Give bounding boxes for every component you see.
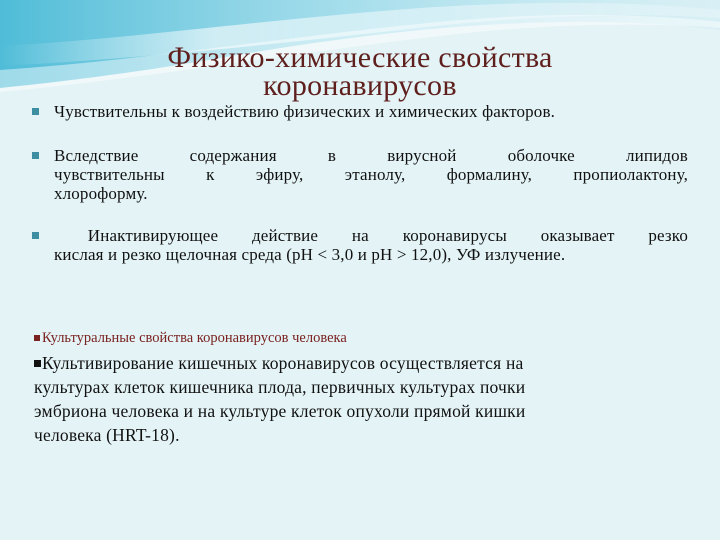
culture-line-1-text: Культивирование кишечных коронавирусов осуществляется на xyxy=(42,353,524,373)
bullet-marker xyxy=(32,152,39,159)
slide-title-line1: Физико-химические свойства xyxy=(167,41,553,74)
culture-line-1 xyxy=(34,352,524,376)
bullet-3-line-2: кислая и резко щелочная среда (рН < 3,0 и рН > 12,0), УФ излучение. xyxy=(54,245,566,264)
bullet-marker xyxy=(34,335,40,341)
culture-line-4: человека (HRT-18). xyxy=(34,425,180,445)
bullet-1-line-1: Чувствительны к воздействию физических и химических факторов. xyxy=(54,102,556,121)
bullet-3-line-1: Инактивирующее действие на коронавирусы оказывает резко xyxy=(54,226,688,245)
bullet-marker xyxy=(34,360,41,367)
culture-line-2: культурах клеток кишечника плода, первичных культурах почки xyxy=(34,377,526,397)
bullet-marker xyxy=(32,232,39,239)
bullet-2-line-2: чувствительны к эфиру, этанолу, формалину, пропиолактону, xyxy=(54,165,688,184)
bullet-marker xyxy=(32,108,39,115)
bullet-2-line-1: Вследствие содержания в вирусной оболочке липидов xyxy=(54,146,688,165)
culture-heading-text: Культуральные свойства коронавирусов человека xyxy=(42,330,347,346)
culture-line-3: эмбриона человека и на культуре клеток опухоли прямой кишки xyxy=(34,401,526,421)
bullet-2-line-3: хлороформу. xyxy=(54,184,148,203)
slide-title-line2: коронавирусов xyxy=(263,69,457,102)
culture-heading xyxy=(34,330,347,346)
